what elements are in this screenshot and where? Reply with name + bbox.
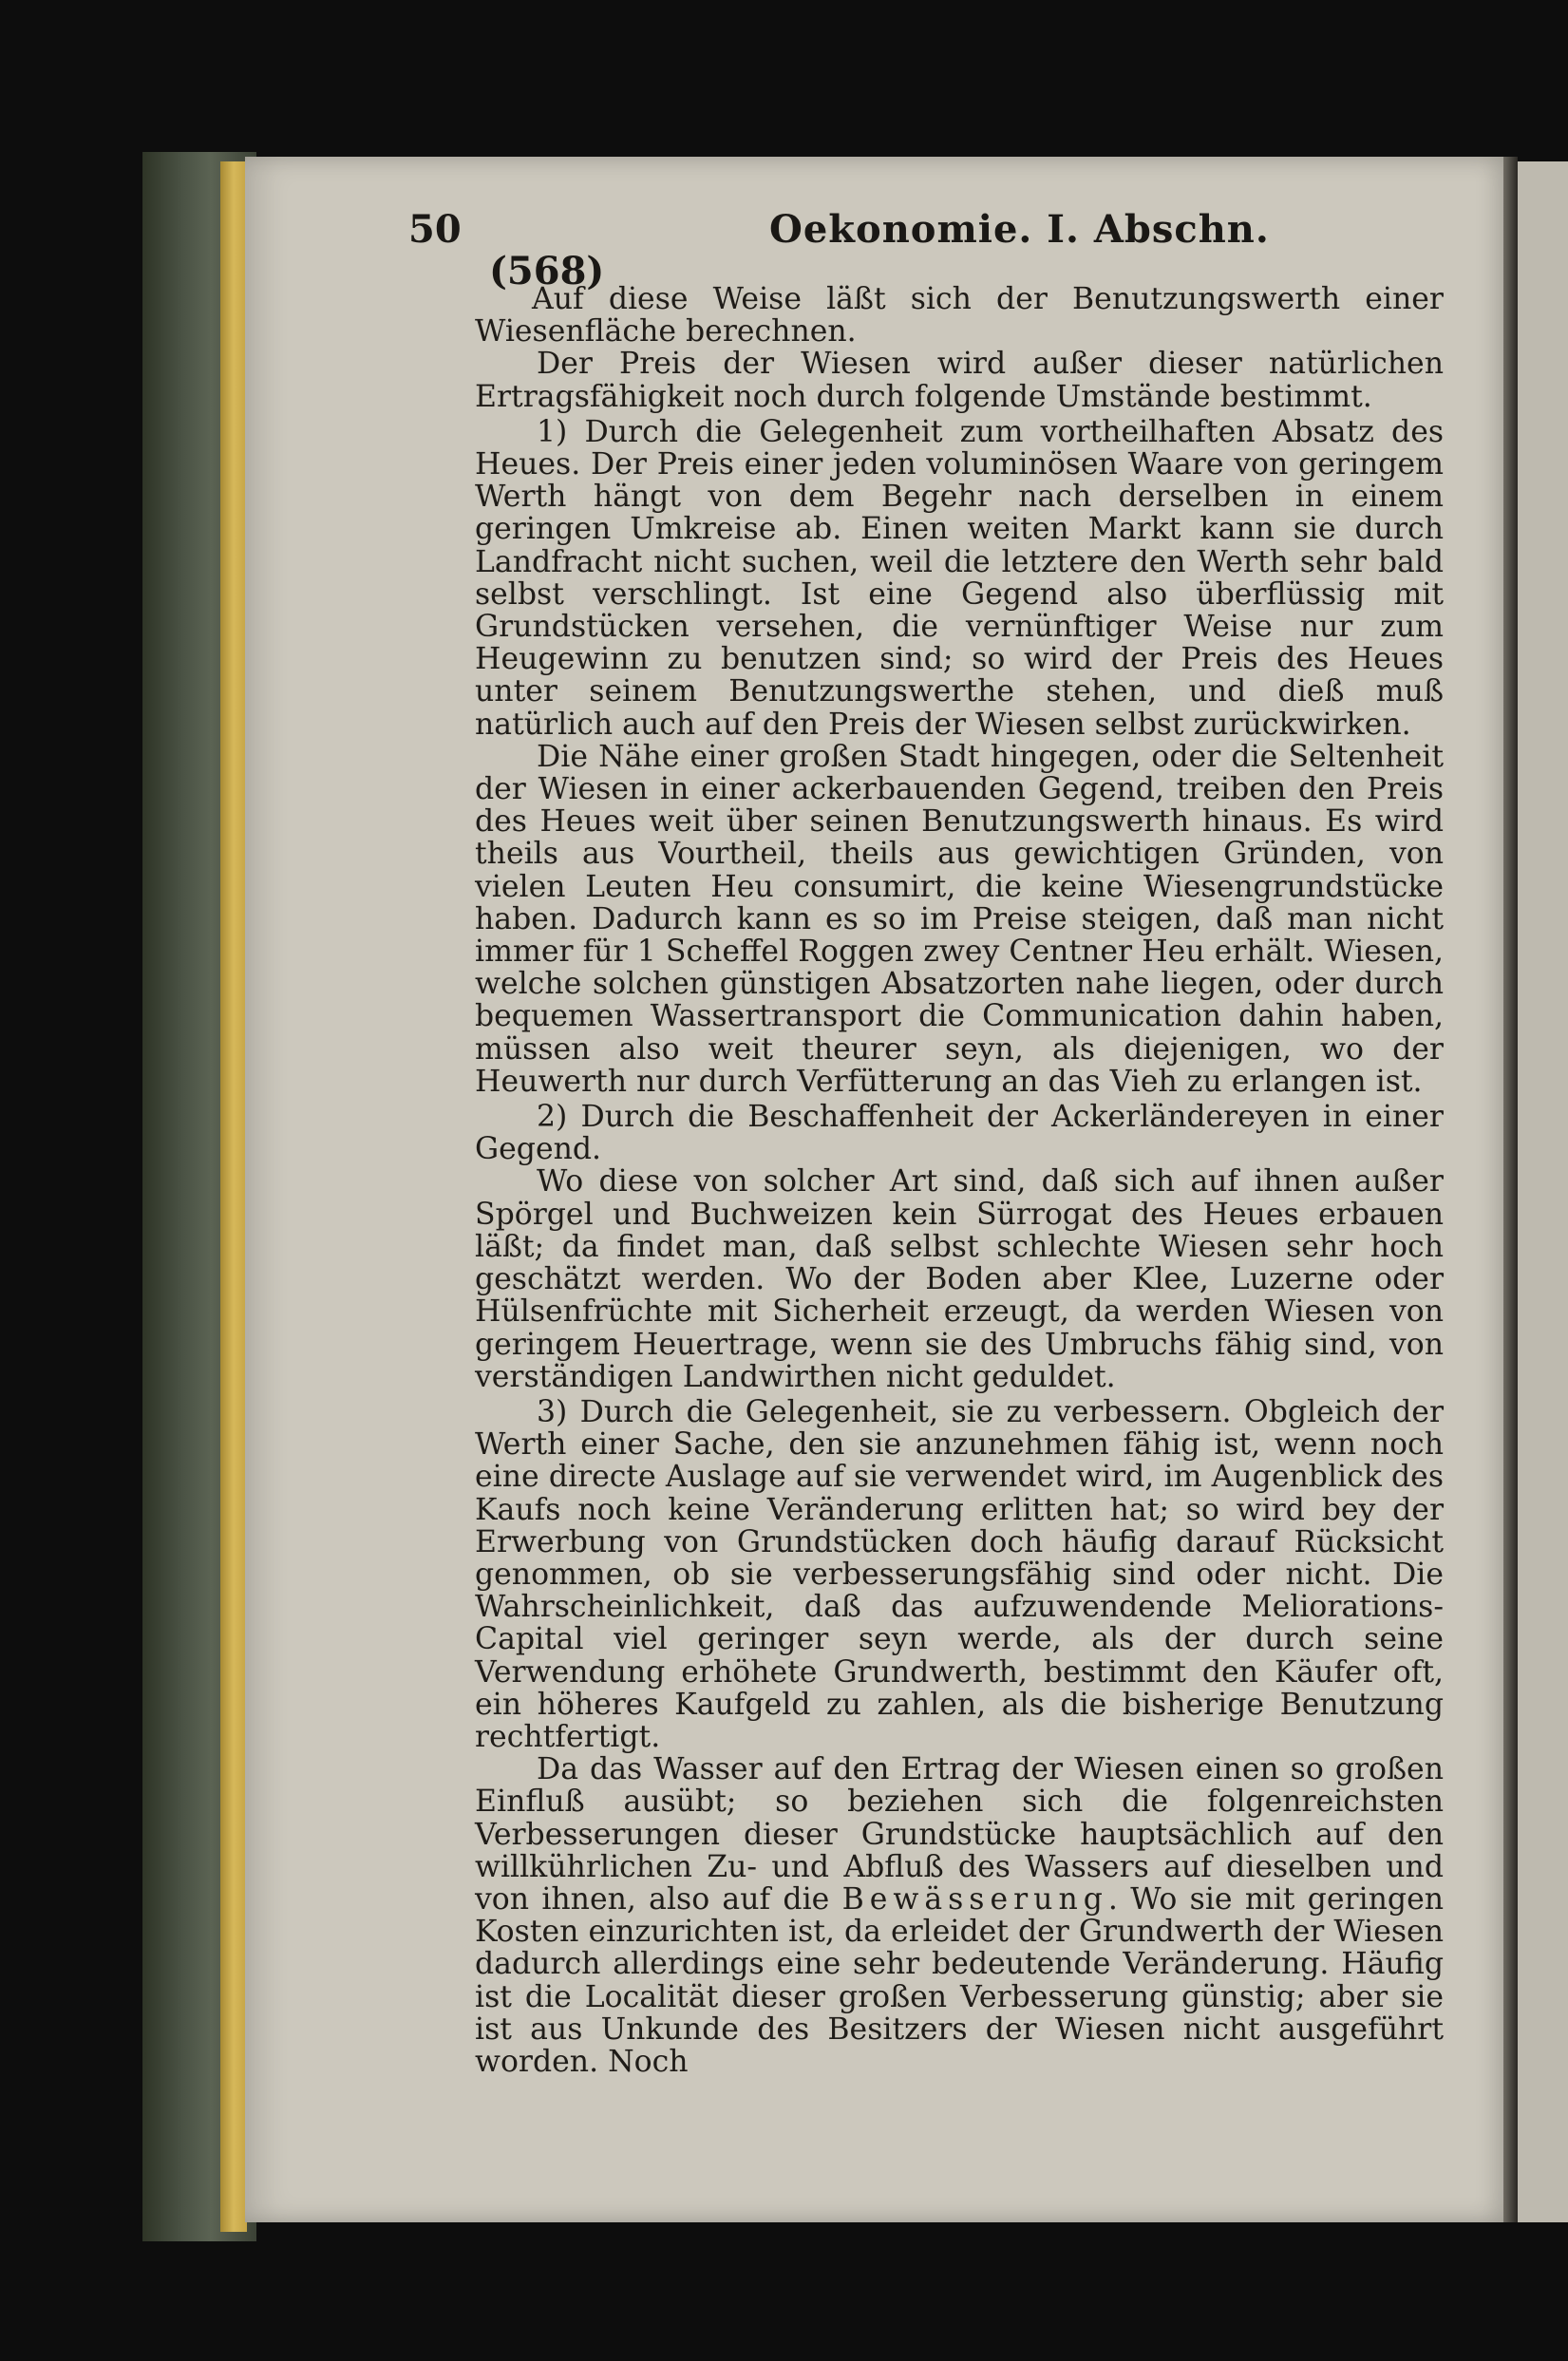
book-gutter [1503,157,1518,2222]
paragraph: Auf diese Weise läßt sich der Benutzungswerth einer Wiesenfläche berechnen. [475,282,1444,349]
paragraph: 3) Durch die Gelegenheit, sie zu verbessern. Obgleich der Werth einer Sache, den sie anzunehmen fähig ist, wenn noch eine directe Auslage auf sie verwendet wird, im Augenblick des Kaufs noch keine Veränderung erlitten hat; so wird bey der Erwerbung von Grundstücken doch häufig darauf Rücksicht genommen, ob sie verbesserungsfähig sind oder nicht. Die Wahrscheinlichkeit, daß das aufzuwendende Meliorations-Capital viel geringer seyn werde, als der durch seine Verwendung erhöhete Grundwerth, bestimmt den Käufer oft, ein höheres Kaufgeld zu zahlen, als die bisherige Benutzung rechtfertigt. [475,1394,1444,1754]
body-text [475,283,1444,2078]
paragraph: Die Nähe einer großen Stadt hingegen, oder die Seltenheit der Wiesen in einer ackerbauenden Gegend, treiben den Preis des Heues weit über seinen Benutzungswerth hinaus. Es wird theils aus Vourtheil, theils aus gewichtigen Gründen, von vielen Leuten Heu consumirt, die keine Wiesengrundstücke haben. Dadurch kann es so im Preise steigen, daß man nicht immer für 1 Scheffel Roggen zwey Centner Heu erhält. Wiesen, welche solchen günstigen Absatzorten nahe liegen, oder durch bequemen Wassertransport die Communication dahin haben, müssen also weit theurer seyn, als diejenigen, wo der Heuwerth nur durch Verfütterung an das Vieh zu erlangen ist. [475,739,1444,1099]
paragraph-text: . Wo sie mit geringen Kosten einzurichten ist, da erleidet der Grundwerth der Wiesen dadurch allerdings eine sehr bedeutende Veränderung. Häufig ist die Localität dieser großen Verbesserung günstig; aber sie ist aus Unkunde des Besitzers der Wiesen nicht ausgeführt worden. Noch [475,1881,1445,2079]
emphasized-term: Bewässerung [841,1881,1108,1917]
paragraph-text: Da das Wasser auf den Ertrag der Wiesen einen so großen Einfluß ausübt; so beziehen sich die folgenreichsten Verbesserungen dieser Grundstücke hauptsächlich auf den willkührlichen Zu- und Abfluß des Wassers auf dieselben und von ihnen, also auf die [475,1752,1444,1917]
facing-page [1518,161,1568,2222]
paragraph: Wo diese von solcher Art sind, daß sich auf ihnen außer Spörgel und Buchweizen kein Sürrogat des Heues erbauen läßt; da findet man, daß selbst schlechte Wiesen sehr hoch geschätzt werden. Wo der Boden aber Klee, Luzerne oder Hülsenfrüchte mit Sicherheit erzeugt, da werden Wiesen von geringem Heuertrage, wenn sie des Umbruchs fähig sind, von verständigen Landwirthen nicht geduldet. [475,1164,1444,1394]
paragraph [475,1753,1444,2078]
paragraph: 2) Durch die Beschaffenheit der Ackerländereyen in einer Gegend. [475,1100,1444,1167]
paragraph: 1) Durch die Gelegenheit zum vortheilhaften Absatz des Heues. Der Preis einer jeden voluminösen Waare von geringem Werth hängt von dem Begehr nach derselben in einem geringen Umkreise ab. Einen weiten Markt kann sie durch Landfracht nicht suchen, weil die letztere den Werth sehr bald selbst verschlingt. Ist eine Gegend also überflüssig mit Grundstücken versehen, die vernünftiger Weise nur zum Heugewinn zu benutzen sind; so wird der Preis des Heues unter seinem Benutzungswerthe stehen, und dieß muß natürlich auch auf den Preis der Wiesen selbst zurückwirken. [475,414,1444,742]
page-number: 50 [408,207,462,252]
paragraph: Der Preis der Wiesen wird außer dieser natürlichen Ertragsfähigkeit noch durch folgende Umstände bestimmt. [475,347,1444,414]
section-number: (568) [489,249,605,293]
page-edge-gilt [220,161,247,2232]
running-head: Oekonomie. I. Abschn. [769,207,1270,252]
